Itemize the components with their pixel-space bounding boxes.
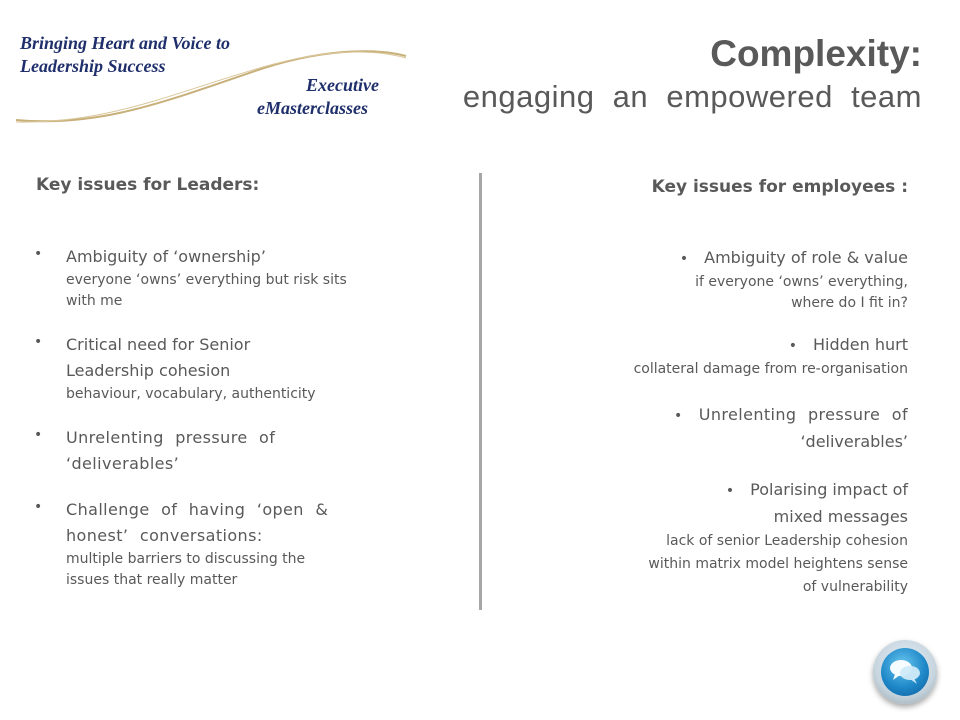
logo-line-1: Bringing Heart and Voice to xyxy=(20,33,231,53)
bullet: • xyxy=(725,483,735,499)
employees-heading: Key issues for employees : xyxy=(651,177,908,197)
item-detail: if everyone ‘owns’ everything, xyxy=(695,274,908,290)
item-detail: of vulnerability xyxy=(802,579,908,595)
bullet: • xyxy=(34,334,43,350)
item-detail: behaviour, vocabulary, authenticity xyxy=(66,386,316,402)
list-item xyxy=(34,425,316,477)
logo-line-4: eMasterclasses xyxy=(257,98,368,118)
item-detail: where do I fit in? xyxy=(791,295,908,311)
item-detail: everyone ‘owns’ everything but risk sits with me xyxy=(66,272,347,309)
employees-issues-list xyxy=(548,245,908,619)
logo-line-3: Executive xyxy=(306,75,379,95)
list-item xyxy=(548,477,908,599)
title-main: Complexity: xyxy=(710,33,922,74)
list-item xyxy=(34,497,354,591)
list-item xyxy=(548,332,908,380)
list-item xyxy=(548,245,908,314)
chat-bubbles-icon xyxy=(888,657,922,687)
bullet: • xyxy=(679,251,689,267)
item-title: Unrelenting pressure of xyxy=(698,405,908,424)
item-title-continued: ‘deliverables’ xyxy=(800,432,908,451)
list-item xyxy=(548,402,908,455)
item-detail: lack of senior Leadership cohesion xyxy=(666,533,908,549)
logo-line-2: Leadership Success xyxy=(20,56,166,76)
bullet: • xyxy=(34,499,43,515)
item-title: Polarising impact of xyxy=(750,480,908,499)
item-title: Hidden hurt xyxy=(813,335,908,354)
slide-title xyxy=(463,32,922,118)
item-title: Ambiguity of ‘ownership’ xyxy=(66,247,266,266)
item-detail: multiple barriers to discussing the issues that really matter xyxy=(66,551,306,588)
list-item xyxy=(34,244,354,312)
bullet: • xyxy=(34,246,43,262)
item-title: Challenge of having ‘open & honest’ conversations: xyxy=(66,500,329,545)
column-divider xyxy=(479,173,482,610)
brand-logo xyxy=(14,28,414,128)
leaders-issues-list xyxy=(34,244,354,611)
item-title: Unrelenting pressure of ‘deliverables’ xyxy=(66,428,276,473)
bullet: • xyxy=(674,408,683,424)
item-detail: collateral damage from re-organisation xyxy=(633,361,908,377)
item-title: Critical need for Senior Leadership cohesion xyxy=(66,335,251,380)
bullet: • xyxy=(34,427,43,443)
list-item xyxy=(34,332,316,405)
bullet: • xyxy=(788,338,797,354)
chat-badge[interactable] xyxy=(873,640,937,704)
item-title: Ambiguity of role & value xyxy=(704,248,908,267)
leaders-heading: Key issues for Leaders: xyxy=(36,175,260,195)
item-detail: within matrix model heightens sense xyxy=(648,556,908,572)
title-subtitle: engaging an empowered team xyxy=(462,79,922,114)
item-title-continued: mixed messages xyxy=(773,507,908,526)
